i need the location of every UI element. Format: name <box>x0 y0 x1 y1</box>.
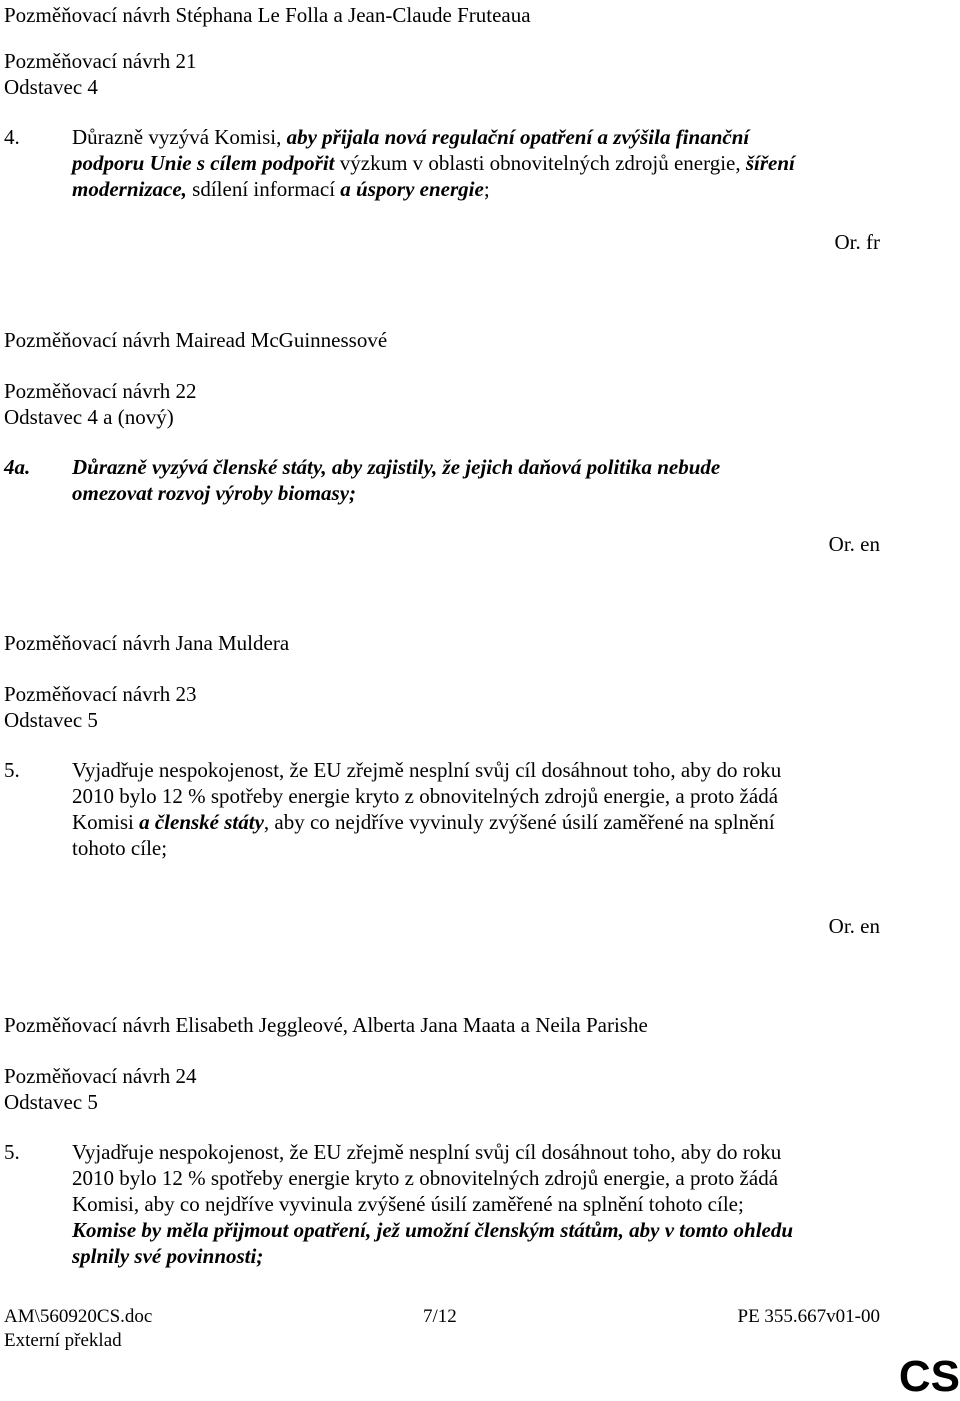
text-line: Důrazně vyzývá členské státy, aby zajistily, že jejich daňová politika nebude <box>72 455 721 479</box>
text-line: 2010 bylo 12 % spotřeby energie kryto z obnovitelných zdrojů energie, a proto žádá <box>72 784 779 808</box>
amendment-22-author: Pozměňovací návrh Mairead McGuinnessové <box>4 328 388 352</box>
text-line: splnily své povinnosti; <box>72 1244 264 1268</box>
item-number: 4a. <box>4 455 31 479</box>
text-line: tohoto cíle; <box>72 836 168 860</box>
language-badge: CS <box>898 1352 960 1401</box>
text-line: Důrazně vyzývá Komisi, aby přijala nová regulační opatření a zvýšila finanční <box>72 125 750 149</box>
text-line: modernizace, sdílení informací a úspory energie; <box>72 177 490 201</box>
item-number: 5. <box>4 1140 20 1164</box>
footer-page-number: 7/12 <box>423 1306 457 1327</box>
amendment-23-author: Pozměňovací návrh Jana Muldera <box>4 631 290 655</box>
amendment-22-original-language: Or. en <box>828 532 880 556</box>
footer-doc-ref: AM\560920CS.doc <box>4 1306 153 1327</box>
text-line: Komise by měla přijmout opatření, jež umožní členským státům, aby v tomto ohledu <box>72 1218 794 1242</box>
amendment-21-author: Pozměňovací návrh Stéphana Le Folla a Jean-Claude Fruteaua <box>4 3 531 27</box>
item-number: 5. <box>4 758 20 782</box>
text-line: omezovat rozvoj výroby biomasy; <box>72 481 357 505</box>
text-line: Vyjadřuje nespokojenost, že EU zřejmě nesplní svůj cíl dosáhnout toho, aby do roku <box>72 758 782 782</box>
amendment-21-paragraph: Odstavec 4 <box>4 75 98 99</box>
footer-translation-note: Externí překlad <box>4 1330 122 1351</box>
amendment-22-paragraph: Odstavec 4 a (nový) <box>4 405 174 429</box>
text-line: Vyjadřuje nespokojenost, že EU zřejmě nesplní svůj cíl dosáhnout toho, aby do roku <box>72 1140 782 1164</box>
amendment-21-original-language: Or. fr <box>834 230 880 254</box>
amendment-24-author: Pozměňovací návrh Elisabeth Jeggleové, Alberta Jana Maata a Neila Parishe <box>4 1013 648 1037</box>
text-line: podporu Unie s cílem podpořit výzkum v oblasti obnovitelných zdrojů energie, šíření <box>72 151 795 175</box>
text-line: 2010 bylo 12 % spotřeby energie kryto z obnovitelných zdrojů energie, a proto žádá <box>72 1166 779 1190</box>
text-line: Komisi, aby co nejdříve vyvinula zvýšené úsilí zaměřené na splnění tohoto cíle; <box>72 1192 744 1216</box>
amendment-24-number: Pozměňovací návrh 24 <box>4 1064 197 1088</box>
footer-pe-ref: PE 355.667v01-00 <box>737 1306 880 1327</box>
amendment-23-number: Pozměňovací návrh 23 <box>4 682 197 706</box>
amendment-22-number: Pozměňovací návrh 22 <box>4 379 197 403</box>
amendment-23-original-language: Or. en <box>828 914 880 938</box>
amendment-24-paragraph: Odstavec 5 <box>4 1090 98 1114</box>
amendment-23-paragraph: Odstavec 5 <box>4 708 98 732</box>
text-line: Komisi a členské státy, aby co nejdříve vyvinuly zvýšené úsilí zaměřené na splnění <box>72 810 775 834</box>
amendment-21-number: Pozměňovací návrh 21 <box>4 49 197 73</box>
item-number: 4. <box>4 125 20 149</box>
